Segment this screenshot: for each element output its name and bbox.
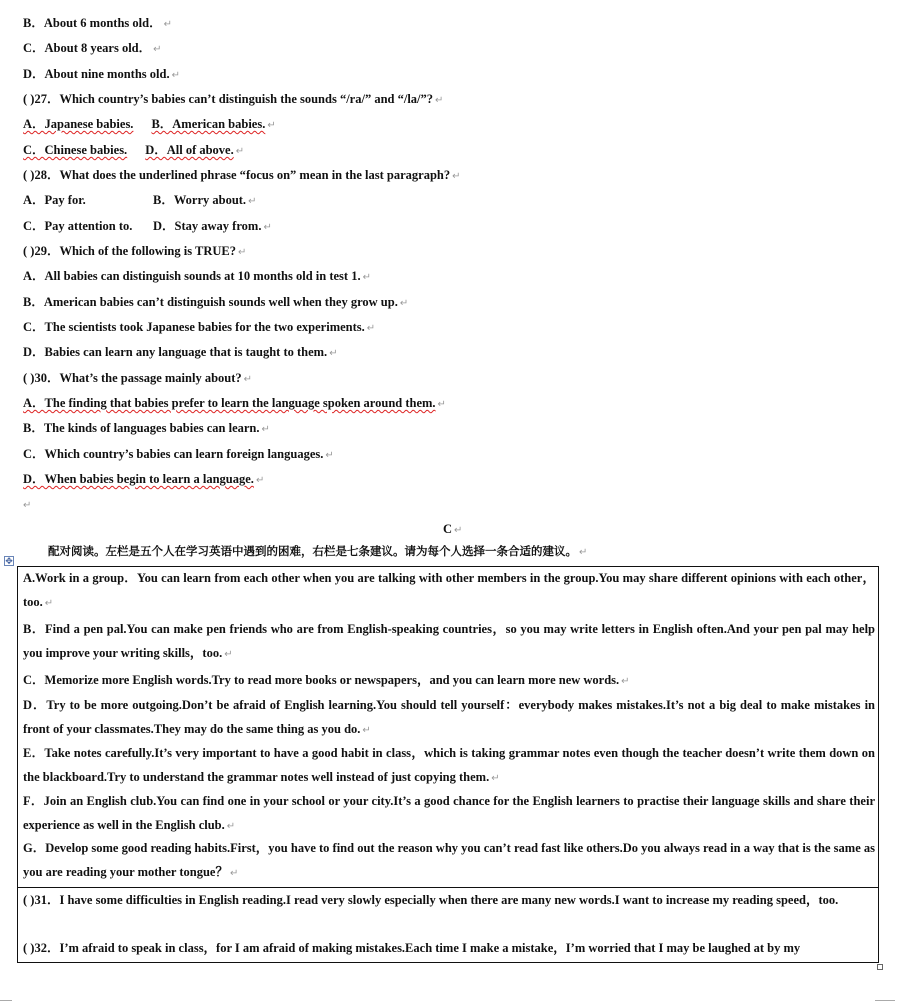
option-27b: B．American babies.	[151, 117, 266, 131]
option-26d: D．About nine months old. ↵	[23, 67, 180, 81]
option-30a: A．The finding that babies prefer to learn the language spoken around them. ↵	[23, 396, 446, 410]
paragraph-mark-icon: ↵	[224, 649, 233, 660]
option-29c: C．The scientists took Japanese babies for the two experiments. ↵	[23, 320, 376, 334]
option-30b: B．The kinds of languages babies can learn. ↵	[23, 421, 270, 435]
paragraph-mark-icon: ↵	[44, 598, 54, 609]
option-27ab	[23, 116, 276, 134]
option-28a: A．Pay for.	[23, 193, 86, 207]
paragraph-mark-icon: ↵	[366, 323, 376, 334]
paragraph-mark-icon: ↵	[171, 70, 180, 81]
resize-handle-icon[interactable]	[877, 964, 883, 970]
advice-g: G．Develop some good reading habits.First，you have to find out the reason why you can’t read fast like others.Do you always read in a way that is the same as you are reading your mother tongue？ ↵	[23, 841, 875, 879]
paragraph-mark-icon: ↵	[229, 868, 239, 879]
option-26c: C．About 8 years old． ↵	[23, 41, 162, 55]
paragraph-mark-icon: ↵	[163, 19, 172, 30]
paragraph-mark-icon: ↵	[329, 348, 338, 359]
advice-a: A.Work in a group．You can learn from each other when you are talking with other members in the group.You may share different opinions with each other，too. ↵	[23, 571, 875, 609]
question-27: ( )27．Which country’s babies can’t distinguish the sounds “/ra/” and “/la/”? ↵	[23, 92, 444, 106]
paragraph-mark-icon: ↵	[325, 450, 334, 461]
paragraph-mark-icon: ↵	[248, 196, 257, 207]
paragraph-mark-icon: ↵	[362, 725, 371, 736]
paragraph-mark-icon: ↵	[263, 222, 272, 233]
move-handle-icon[interactable]: ✥	[5, 557, 13, 567]
option-29a: A．All babies can distinguish sounds at 10 months old in test 1. ↵	[23, 269, 371, 283]
paragraph-mark-icon: ↵	[23, 500, 32, 511]
paragraph-mark-icon: ↵	[621, 676, 630, 687]
option-26b: B．About 6 months old． ↵	[23, 16, 172, 30]
advice-e: E．Take notes carefully.It’s very important to have a good habit in class，which is taking grammar notes even though the teacher doesn’t write them down on the blackboard.Try to understand the grammar notes well instead of just copying them. ↵	[23, 746, 875, 784]
option-28b: B．Worry about.	[153, 193, 247, 207]
question-30: ( )30．What’s the passage mainly about? ↵	[23, 371, 253, 385]
advice-c: C．Memorize more English words.Try to read more books or newspapers，and you can learn more new words. ↵	[23, 673, 630, 687]
paragraph-mark-icon: ↵	[267, 120, 276, 131]
difficulty-32: ( )32．I’m afraid to speak in class，for I am afraid of making mistakes.Each time I make a mistake，I’m worried that I may be laughed at by my	[23, 941, 801, 955]
option-28ab	[23, 192, 256, 210]
option-28d: D．Stay away from.	[153, 219, 262, 233]
option-29d: D．Babies can learn any language that is taught to them. ↵	[23, 345, 338, 359]
option-28c: C．Pay attention to.	[23, 219, 133, 233]
paragraph-mark-icon: ↵	[237, 247, 247, 258]
paragraph-mark-icon: ↵	[362, 272, 371, 283]
paragraph-mark-icon: ↵	[579, 547, 588, 558]
option-27c: C．Chinese babies.	[23, 143, 128, 157]
question-29: ( )29．Which of the following is TRUE? ↵	[23, 244, 247, 258]
difficulty-31: ( )31．I have some difficulties in English reading.I read very slowly especially when there are many new words.I want to increase my reading speed，too.	[23, 893, 839, 907]
advice-d: D．Try to be more outgoing.Don’t be afraid of English learning.You should tell yourself：everybody makes mistakes.It’s not a big deal to make mistakes in front of your classmates.They may do the same thing as you do. ↵	[23, 698, 875, 736]
paragraph-mark-icon: ↵	[399, 298, 409, 309]
option-30c: C．Which country’s babies can learn foreign languages. ↵	[23, 447, 334, 461]
section-letter: C ↵	[443, 522, 463, 536]
empty-paragraph	[23, 496, 31, 514]
paragraph-mark-icon: ↵	[491, 773, 500, 784]
option-27a: A．Japanese babies.	[23, 117, 134, 131]
option-29b: B．American babies can’t distinguish sounds well when they grow up. ↵	[23, 295, 409, 309]
paragraph-mark-icon: ↵	[235, 146, 245, 157]
paragraph-mark-icon: ↵	[454, 525, 463, 536]
advice-b: B．Find a pen pal.You can make pen friends who are from English-speaking countries，so you may write letters in English often.And your pen pal may help you improve your writing skills，too. ↵	[23, 622, 875, 660]
option-28cd	[23, 218, 272, 236]
paragraph-mark-icon: ↵	[435, 95, 444, 106]
paragraph-mark-icon: ↵	[255, 475, 265, 486]
paragraph-mark-icon: ↵	[226, 821, 236, 832]
paragraph-mark-icon: ↵	[243, 374, 253, 385]
advice-f: F．Join an English club.You can find one in your school or your city.It’s a good chance for the English learners to practise their language skills and share their experience as well in the English club. ↵	[23, 794, 875, 832]
section-instruction: 配对阅读。左栏是五个人在学习英语中遇到的困难，右栏是七条建议。请为每个人选择一条合适的建议。 ↵	[48, 544, 588, 558]
option-27d: D．All of above.	[145, 143, 234, 157]
paragraph-mark-icon: ↵	[437, 399, 446, 410]
question-28: ( )28．What does the underlined phrase “focus on” mean in the last paragraph? ↵	[23, 168, 461, 182]
paragraph-mark-icon: ↵	[452, 171, 461, 182]
option-27cd	[23, 142, 244, 160]
underlined-phrase: focus on	[245, 168, 291, 182]
paragraph-mark-icon: ↵	[153, 44, 162, 55]
paragraph-mark-icon: ↵	[261, 424, 270, 435]
option-30d: D．When babies begin to learn a language. ↵	[23, 472, 265, 486]
